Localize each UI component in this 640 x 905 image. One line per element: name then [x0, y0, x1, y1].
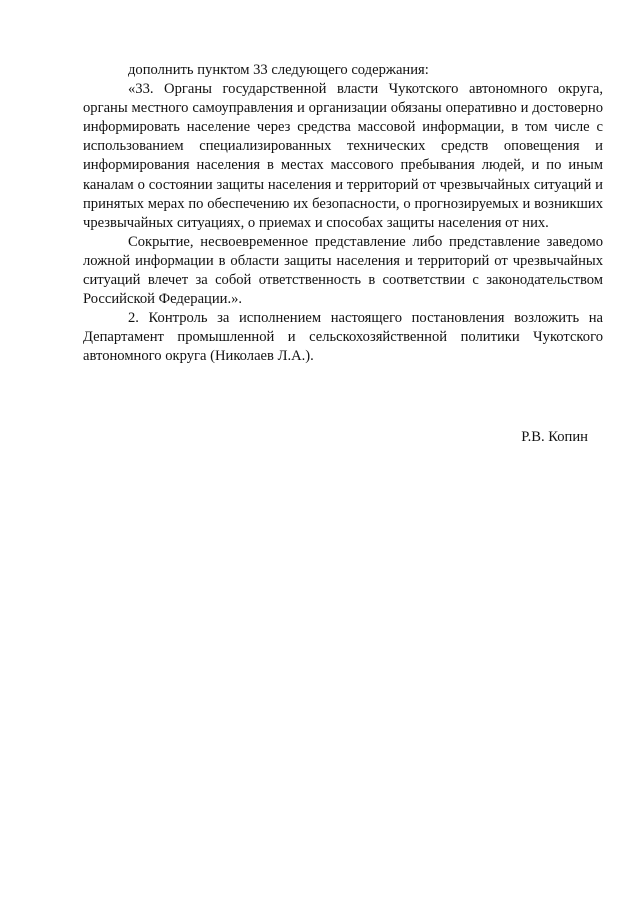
intro-paragraph: дополнить пунктом 33 следующего содержания: [128, 62, 429, 78]
signature: Р.В. Копин [521, 429, 588, 445]
concealment-paragraph: Сокрытие, несвоевременное представление либо представление заведомо ложной информации в области защиты населения и территорий от чрезвычайных ситуаций влечет за собой ответственность в соответствии с законодательством Российской Федерации.». [83, 233, 603, 308]
document-body [83, 61, 603, 367]
item-33-paragraph: «33. Органы государственной власти Чукотского автономного округа, органы местного самоуправления и организации обязаны оперативно и достоверно информировать население через средства массовой информации, в том числе с использованием специализированных технических средств оповещения и информирования населения в местах массового пребывания людей, и по иным каналам о состоянии защиты населения и территорий от чрезвычайных ситуаций и принятых мерах по обеспечению их безопасности, о прогнозируемых и возникших чрезвычайных ситуациях, о приемах и способах защиты населения от них. [83, 81, 603, 231]
item-2-paragraph: 2. Контроль за исполнением настоящего постановления возложить на Департамент промышленной и сельскохозяйственной политики Чукотского автономного округа (Николаев Л.А.). [83, 310, 603, 365]
